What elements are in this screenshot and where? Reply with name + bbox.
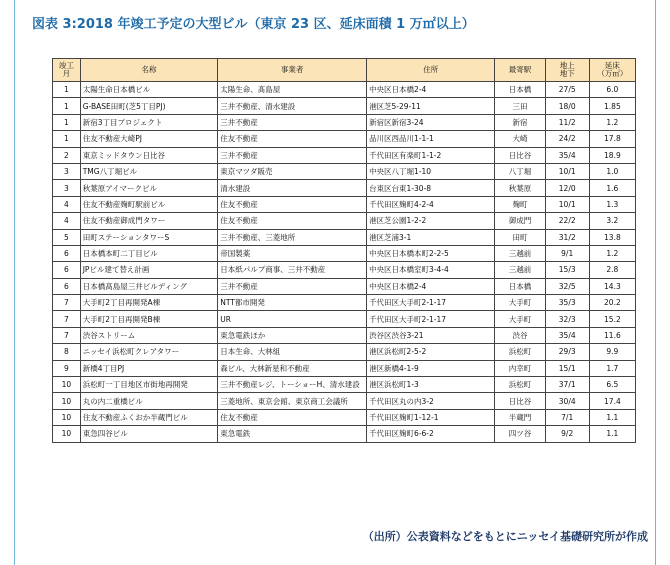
table-row — [53, 114, 636, 130]
cell-address: 千代田区大手町2-1-17 — [367, 311, 495, 327]
cell-name: 田町ステーションタワーS — [80, 229, 218, 245]
cell-developer: 住友不動産 — [218, 131, 367, 147]
cell-area: 1.3 — [589, 196, 635, 212]
cell-station: 四ツ谷 — [495, 426, 545, 442]
cell-developer: 太陽生命、髙島屋 — [218, 82, 367, 98]
cell-address: 千代田区有楽町1-1-2 — [367, 147, 495, 163]
cell-station: 三田 — [495, 98, 545, 114]
cell-floors: 10/1 — [545, 163, 589, 179]
cell-area: 1.1 — [589, 409, 635, 425]
table-row — [53, 327, 636, 343]
cell-area: 15.2 — [589, 311, 635, 327]
cell-name: 丸の内二重橋ビル — [80, 393, 218, 409]
cell-month: 3 — [53, 180, 81, 196]
cell-month: 5 — [53, 229, 81, 245]
cell-developer: 日本紙パルプ商事、三井不動産 — [218, 262, 367, 278]
table-row — [53, 426, 636, 442]
cell-station: 渋谷 — [495, 327, 545, 343]
cell-developer: 帝国製薬 — [218, 245, 367, 261]
cell-area: 1.7 — [589, 360, 635, 376]
cell-address: 港区新橋4-1-9 — [367, 360, 495, 376]
cell-month: 10 — [53, 426, 81, 442]
table-row — [53, 262, 636, 278]
cell-developer: 森ビル、大林新星和不動産 — [218, 360, 367, 376]
cell-month: 6 — [53, 278, 81, 294]
cell-station: 浜松町 — [495, 377, 545, 393]
cell-area: 1.2 — [589, 245, 635, 261]
cell-area: 14.3 — [589, 278, 635, 294]
cell-address: 港区芝浦3-1 — [367, 229, 495, 245]
cell-address: 中央区八丁堀1-10 — [367, 163, 495, 179]
cell-name: 新橋4丁目PJ — [80, 360, 218, 376]
cell-month: 1 — [53, 82, 81, 98]
cell-month: 2 — [53, 147, 81, 163]
cell-name: 浜松町一丁目地区市街地再開発 — [80, 377, 218, 393]
table-row — [53, 344, 636, 360]
cell-name: 住友不動産ふくおか半蔵門ビル — [80, 409, 218, 425]
header-name: 名称 — [80, 59, 218, 82]
cell-name: 秋葉原アイマークビル — [80, 180, 218, 196]
cell-area: 20.2 — [589, 295, 635, 311]
cell-developer: 住友不動産 — [218, 409, 367, 425]
cell-developer: 住友不動産 — [218, 196, 367, 212]
cell-developer: 三井不動産、三菱地所 — [218, 229, 367, 245]
cell-floors: 15/3 — [545, 262, 589, 278]
cell-floors: 31/2 — [545, 229, 589, 245]
cell-name: 東京ミッドタウン日比谷 — [80, 147, 218, 163]
cell-floors: 30/4 — [545, 393, 589, 409]
table-row — [53, 131, 636, 147]
cell-developer: 三井不動産レジ、トーショーH、清水建設 — [218, 377, 367, 393]
cell-floors: 32/3 — [545, 311, 589, 327]
cell-name: ニッセイ浜松町クレアタワー — [80, 344, 218, 360]
cell-address: 中央区日本橋2-4 — [367, 278, 495, 294]
cell-area: 6.5 — [589, 377, 635, 393]
table-row — [53, 147, 636, 163]
cell-name: JPビル建て替え計画 — [80, 262, 218, 278]
cell-developer: 三井不動産 — [218, 147, 367, 163]
header-address: 住所 — [367, 59, 495, 82]
header-developer: 事業者 — [218, 59, 367, 82]
cell-floors: 35/3 — [545, 295, 589, 311]
cell-floors: 9/2 — [545, 426, 589, 442]
cell-month: 7 — [53, 311, 81, 327]
cell-address: 港区浜松町1-3 — [367, 377, 495, 393]
cell-floors: 9/1 — [545, 245, 589, 261]
table-header-row — [53, 59, 636, 82]
cell-month: 1 — [53, 114, 81, 130]
cell-area: 1.6 — [589, 180, 635, 196]
cell-address: 中央区日本橋2-4 — [367, 82, 495, 98]
cell-address: 品川区西品川1-1-1 — [367, 131, 495, 147]
table-row — [53, 196, 636, 212]
cell-area: 6.0 — [589, 82, 635, 98]
cell-developer: 住友不動産 — [218, 213, 367, 229]
table-row — [53, 163, 636, 179]
cell-station: 八丁堀 — [495, 163, 545, 179]
cell-name: 大手町2丁目再開発B棟 — [80, 311, 218, 327]
cell-floors: 24/2 — [545, 131, 589, 147]
table-row — [53, 311, 636, 327]
cell-developer: 三井不動産、清水建設 — [218, 98, 367, 114]
cell-address: 台東区台東1-30-8 — [367, 180, 495, 196]
table-row — [53, 213, 636, 229]
cell-address: 中央区日本橋室町3-4-4 — [367, 262, 495, 278]
cell-month: 8 — [53, 344, 81, 360]
table-row — [53, 393, 636, 409]
header-floors: 地上 地下 — [545, 59, 589, 82]
cell-area: 18.9 — [589, 147, 635, 163]
cell-floors: 18/0 — [545, 98, 589, 114]
cell-developer: 東京マツダ販売 — [218, 163, 367, 179]
cell-name: 大手町2丁目再開発A棟 — [80, 295, 218, 311]
cell-station: 大手町 — [495, 295, 545, 311]
cell-address: 港区芝5-29-11 — [367, 98, 495, 114]
cell-month: 6 — [53, 245, 81, 261]
cell-station: 麹町 — [495, 196, 545, 212]
table-row — [53, 377, 636, 393]
cell-area: 1.1 — [589, 426, 635, 442]
table-row — [53, 295, 636, 311]
cell-station: 大手町 — [495, 311, 545, 327]
cell-station: 日比谷 — [495, 147, 545, 163]
cell-station: 新宿 — [495, 114, 545, 130]
table-row — [53, 98, 636, 114]
cell-area: 17.4 — [589, 393, 635, 409]
cell-station: 浜松町 — [495, 344, 545, 360]
cell-developer: 日本生命、大林組 — [218, 344, 367, 360]
cell-address: 新宿区新宿3-24 — [367, 114, 495, 130]
cell-name: G-BASE田町(芝5丁目PJ) — [80, 98, 218, 114]
cell-address: 千代田区丸の内3-2 — [367, 393, 495, 409]
cell-month: 7 — [53, 295, 81, 311]
cell-station: 内幸町 — [495, 360, 545, 376]
cell-name: 日本橋髙島屋三井ビルディング — [80, 278, 218, 294]
cell-station: 日比谷 — [495, 393, 545, 409]
cell-floors: 7/1 — [545, 409, 589, 425]
cell-station: 御成門 — [495, 213, 545, 229]
cell-month: 4 — [53, 213, 81, 229]
cell-developer: 三井不動産 — [218, 114, 367, 130]
cell-area: 3.2 — [589, 213, 635, 229]
cell-station: 日本橋 — [495, 82, 545, 98]
cell-floors: 15/1 — [545, 360, 589, 376]
cell-name: 住友不動産御成門タワー — [80, 213, 218, 229]
cell-name: 住友不動産大崎PJ — [80, 131, 218, 147]
cell-area: 1.85 — [589, 98, 635, 114]
cell-address: 千代田区麹町1-12-1 — [367, 409, 495, 425]
cell-area: 13.8 — [589, 229, 635, 245]
cell-month: 10 — [53, 409, 81, 425]
cell-floors: 11/2 — [545, 114, 589, 130]
cell-floors: 29/3 — [545, 344, 589, 360]
cell-name: 日本橋本町二丁目ビル — [80, 245, 218, 261]
header-station: 最寄駅 — [495, 59, 545, 82]
cell-station: 三越前 — [495, 245, 545, 261]
cell-name: 新宿3丁目プロジェクト — [80, 114, 218, 130]
cell-area: 17.8 — [589, 131, 635, 147]
cell-floors: 37/1 — [545, 377, 589, 393]
cell-station: 日本橋 — [495, 278, 545, 294]
cell-address: 渋谷区渋谷3-21 — [367, 327, 495, 343]
cell-floors: 32/5 — [545, 278, 589, 294]
cell-address: 千代田区大手町2-1-17 — [367, 295, 495, 311]
table-row — [53, 360, 636, 376]
cell-station: 秋葉原 — [495, 180, 545, 196]
cell-station: 半蔵門 — [495, 409, 545, 425]
table-row — [53, 180, 636, 196]
table-row — [53, 229, 636, 245]
cell-name: 太陽生命日本橋ビル — [80, 82, 218, 98]
cell-station: 田町 — [495, 229, 545, 245]
cell-month: 9 — [53, 360, 81, 376]
cell-area: 11.6 — [589, 327, 635, 343]
cell-month: 10 — [53, 393, 81, 409]
cell-month: 7 — [53, 327, 81, 343]
cell-developer: 三井不動産 — [218, 278, 367, 294]
figure-title: 図表 3:2018 年竣工予定の大型ビル（東京 23 区、延床面積 1 万㎡以上） — [32, 17, 475, 32]
table-row — [53, 409, 636, 425]
cell-area: 1.2 — [589, 114, 635, 130]
cell-address: 中央区日本橋本町2-2-5 — [367, 245, 495, 261]
table-row — [53, 245, 636, 261]
cell-station: 三越前 — [495, 262, 545, 278]
buildings-table — [52, 58, 636, 443]
cell-month: 6 — [53, 262, 81, 278]
cell-area: 9.9 — [589, 344, 635, 360]
cell-address: 千代田区麹町6-6-2 — [367, 426, 495, 442]
cell-area: 1.0 — [589, 163, 635, 179]
cell-address: 千代田区麹町4-2-4 — [367, 196, 495, 212]
cell-floors: 10/1 — [545, 196, 589, 212]
header-month: 竣工 月 — [53, 59, 81, 82]
cell-floors: 35/4 — [545, 327, 589, 343]
header-area: 延床 （万㎡） — [589, 59, 635, 82]
cell-name: 住友不動産麹町駅前ビル — [80, 196, 218, 212]
cell-name: 渋谷ストリーム — [80, 327, 218, 343]
source-note: （出所）公表資料などをもとにニッセイ基礎研究所が作成 — [362, 530, 648, 543]
cell-developer: 東急電鉄ほか — [218, 327, 367, 343]
cell-month: 4 — [53, 196, 81, 212]
cell-developer: 三菱地所、東京会館、東京商工会議所 — [218, 393, 367, 409]
cell-developer: UR — [218, 311, 367, 327]
cell-address: 港区浜松町2-5-2 — [367, 344, 495, 360]
cell-floors: 35/4 — [545, 147, 589, 163]
cell-month: 1 — [53, 131, 81, 147]
table-row — [53, 82, 636, 98]
cell-developer: 東急電鉄 — [218, 426, 367, 442]
cell-month: 3 — [53, 163, 81, 179]
cell-developer: 清水建設 — [218, 180, 367, 196]
cell-floors: 12/0 — [545, 180, 589, 196]
table-row — [53, 278, 636, 294]
cell-month: 1 — [53, 98, 81, 114]
cell-station: 大崎 — [495, 131, 545, 147]
cell-address: 港区芝公園1-2-2 — [367, 213, 495, 229]
cell-floors: 27/5 — [545, 82, 589, 98]
cell-name: 東急四谷ビル — [80, 426, 218, 442]
cell-area: 2.8 — [589, 262, 635, 278]
cell-floors: 22/2 — [545, 213, 589, 229]
cell-month: 10 — [53, 377, 81, 393]
cell-developer: NTT都市開発 — [218, 295, 367, 311]
cell-name: TMG八丁堀ビル — [80, 163, 218, 179]
